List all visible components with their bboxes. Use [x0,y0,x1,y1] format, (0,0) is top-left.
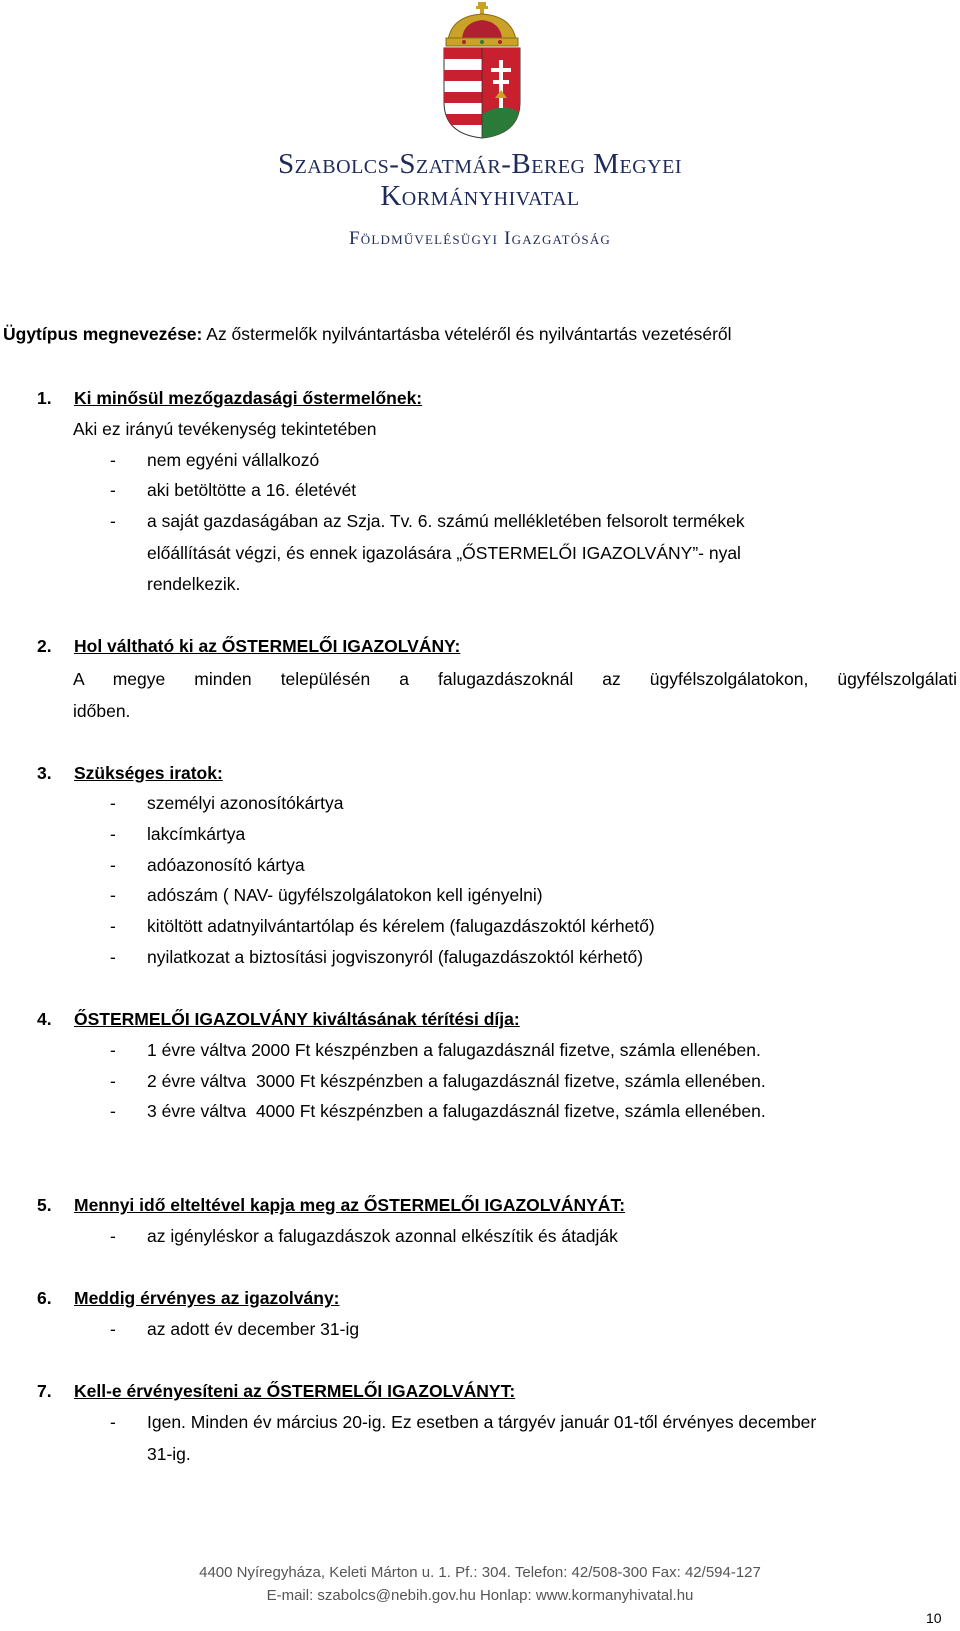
agency-name-line1: Szabolcs-Szatmár-Bereg Megyei [278,148,682,180]
list-item: kitöltött adatnyilvántartólap és kérelem (falugazdászoktól kérhető) [147,916,655,936]
directorate-name: Földművelésügyi Igazgatóság [348,228,612,249]
list-item-continuation: 31-ig. [147,1444,191,1464]
section-number: 5. [37,1195,52,1215]
section-number: 4. [37,1009,52,1029]
section-title: Ki minősül mezőgazdasági őstermelőnek: [74,388,423,408]
list-item: 2 évre váltva 3000 Ft készpénzben a falugazdásznál fizetve, számla ellenében. [147,1071,766,1091]
list-dash: - [110,1226,116,1246]
list-item: adóazonosító kártya [147,855,305,875]
list-dash: - [110,1071,116,1091]
list-item: Igen. Minden év március 20-ig. Ez esetben a tárgyév január 01-től érvényes december [147,1412,817,1432]
list-item: aki betöltötte a 16. életévét [147,480,357,500]
case-type-line [3,324,732,344]
agency-name-line2: Kormányhivatal [380,180,580,212]
list-item: 1 évre váltva 2000 Ft készpénzben a falugazdásznál fizetve, számla ellenében. [147,1040,761,1060]
section-number: 3. [37,763,52,783]
list-item: a saját gazdaságában az Szja. Tv. 6. számú mellékletében felsorolt termékek [147,511,745,531]
section-number: 1. [37,388,52,408]
section-title: Szükséges iratok: [74,763,223,783]
section-number: 7. [37,1381,52,1401]
section-title: Kell-e érvényesíteni az ŐSTERMELŐI IGAZOLVÁNYT: [74,1381,516,1401]
list-item: adószám ( NAV- ügyfélszolgálatokon kell igényelni) [147,885,543,905]
section-title: ŐSTERMELŐI IGAZOLVÁNY kiváltásának térítési díja: [74,1009,520,1029]
list-dash: - [110,885,116,905]
list-item-continuation: rendelkezik. [147,574,241,594]
footer-contact: E-mail: szabolcs@nebih.gov.hu Honlap: www.kormanyhivatal.hu [266,1587,694,1604]
list-dash: - [110,1412,116,1432]
list-item: személyi azonosítókártya [147,793,344,813]
list-item: az igényléskor a falugazdászok azonnal elkészítik és átadják [147,1226,618,1246]
list-dash: - [110,855,116,875]
list-item-continuation: előállítását végzi, és ennek igazolására „ŐSTERMELŐI IGAZOLVÁNY”- nyal [147,543,741,563]
section-text: Aki ez irányú tevékenység tekintetében [73,419,377,439]
list-dash: - [110,1101,116,1121]
section-text: időben. [73,701,131,721]
list-dash: - [110,511,116,531]
section-title: Mennyi idő elteltével kapja meg az ŐSTERMELŐI IGAZOLVÁNYÁT: [74,1195,626,1215]
list-dash: - [110,1319,116,1339]
section-title: Meddig érvényes az igazolvány: [74,1288,340,1308]
list-dash: - [110,1040,116,1060]
list-dash: - [110,916,116,936]
coat-of-arms-logo [440,2,524,140]
list-item: nyilatkozat a biztosítási jogviszonyról (falugazdászoktól kérhető) [147,947,644,967]
list-item: az adott év december 31-ig [147,1319,360,1339]
list-item: lakcímkártya [147,824,246,844]
section-number: 6. [37,1288,52,1308]
list-dash: - [110,793,116,813]
section-title: Hol váltható ki az ŐSTERMELŐI IGAZOLVÁNY: [74,636,461,656]
list-dash: - [110,824,116,844]
list-item: nem egyéni vállalkozó [147,450,320,470]
footer-address: 4400 Nyíregyháza, Keleti Márton u. 1. Pf.: 304. Telefon: 42/508-300 Fax: 42/594-127 [199,1564,761,1581]
case-type-value: Az őstermelők nyilvántartásba vételéről és nyilvántartás vezetéséről [202,324,732,344]
section-number: 2. [37,636,52,656]
list-item: 3 évre váltva 4000 Ft készpénzben a falugazdásznál fizetve, számla ellenében. [147,1101,766,1121]
list-dash: - [110,450,116,470]
list-dash: - [110,947,116,967]
list-dash: - [110,480,116,500]
case-type-label: Ügytípus megnevezése: [3,324,203,344]
page-number: 10 [926,1610,942,1626]
section-text: A megye minden településén a falugazdászoknál az ügyfélszolgálatokon, ügyfélszolgálati [73,669,957,689]
